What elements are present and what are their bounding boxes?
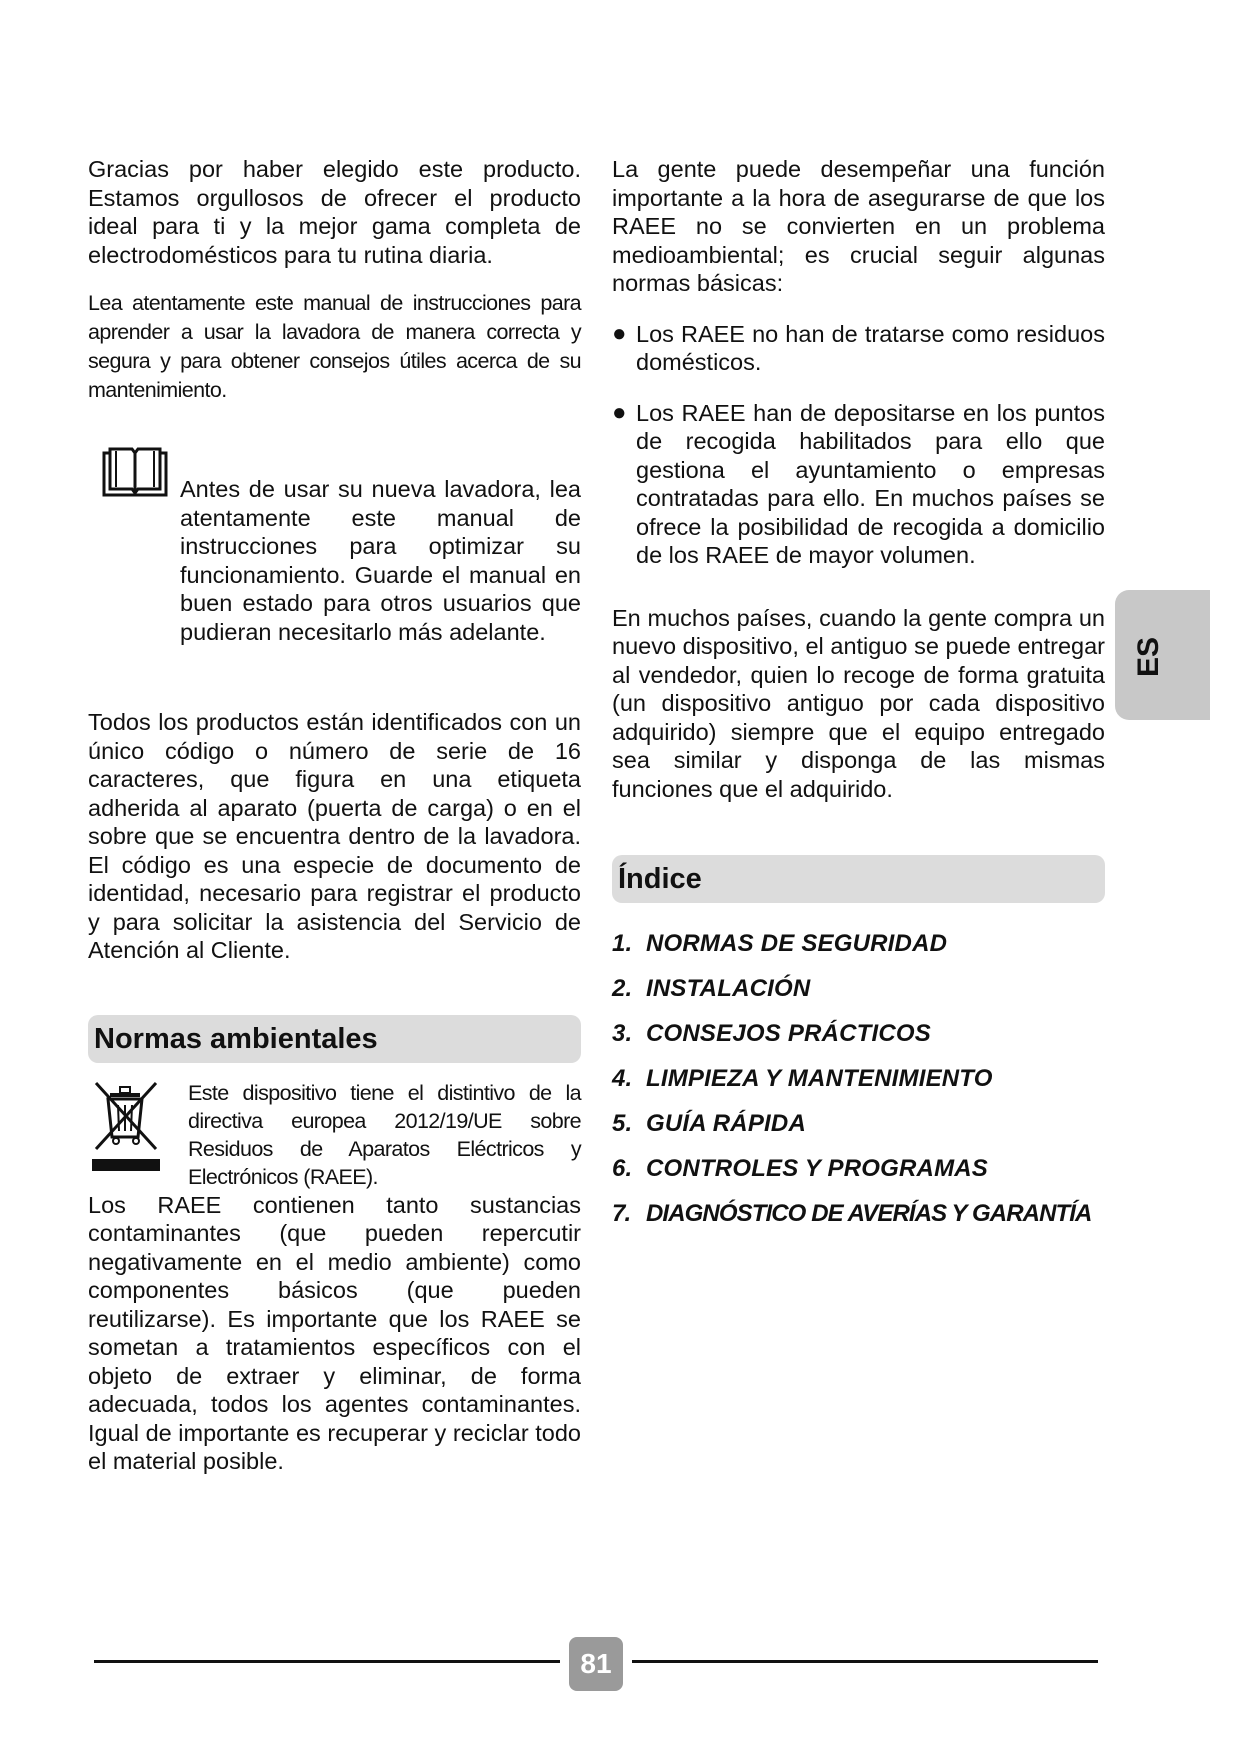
- return-policy-paragraph: En muchos países, cuando la gente compra un nuevo dispositivo, el antiguo se puede entregar al vendedor, quien lo recoge de forma gratuita (un dispositivo antiguo por cada dispositivo adquirido) siempre que el equipo entregado sea similar y disponga de las mismas funciones que el adquirido.: [612, 604, 1105, 802]
- raee-mark-text: Este dispositivo tiene el distintivo de la directiva europea 2012/19/UE sobre Residuos de Aparatos Eléctricos y Electrónicos (RAEE).: [188, 1080, 581, 1189]
- language-tab: [1115, 590, 1210, 720]
- serial-code-paragraph: Todos los productos están identificados con un único código o número de serie de 16 caracteres, que figura en una etiqueta adherida al aparato (puerta de carga) o en el sobre que se encuentra dentro de la lavadora. El código es una especie de documento de identidad, necesario para registrar el producto y para solicitar la asistencia del Servicio de Atención al Cliente.: [88, 709, 581, 963]
- index-item[interactable]: 6. CONTROLES Y PROGRAMAS: [612, 1155, 989, 1182]
- index-header: Índice: [612, 855, 1105, 903]
- people-role-paragraph: La gente puede desempeñar una función importante a la hora de asegurarse de que los RAEE no se convierten en un problema medioambiental; es crucial seguir algunas normas básicas:: [612, 156, 1105, 296]
- book-icon: [102, 447, 168, 497]
- left-column: [88, 155, 581, 1476]
- index-item[interactable]: 2. INSTALACIÓN: [612, 975, 811, 1002]
- index-item[interactable]: 7. DIAGNÓSTICO DE AVERÍAS Y GARANTÍA: [612, 1200, 1092, 1227]
- page-number: 81: [569, 1637, 623, 1691]
- read-manual-paragraph: Lea atentamente este manual de instrucciones para aprender a usar la lavadora de manera correcta y segura y para obtener consejos útiles acerca de su mantenimiento.: [88, 291, 581, 402]
- footer-divider-right: [632, 1660, 1098, 1663]
- bullet-dot-icon: ●: [612, 398, 627, 426]
- bullet-dot-icon: ●: [612, 319, 627, 347]
- norms-header: Normas ambientales: [88, 1015, 581, 1063]
- index-item[interactable]: 3. CONSEJOS PRÁCTICOS: [612, 1020, 931, 1047]
- raee-mark-row: [88, 1079, 581, 1191]
- bullet-text: Los RAEE no han de tratarse como residuos domésticos.: [636, 320, 1105, 375]
- index-item[interactable]: 4. LIMPIEZA Y MANTENIMIENTO: [612, 1065, 993, 1092]
- footer-divider-left: [94, 1660, 560, 1663]
- index-list: [612, 921, 1105, 1236]
- raee-content-paragraph: Los RAEE contienen tanto sustancias contaminantes (que pueden repercutir negativamente en el medio ambiente) como componentes básicos (que pueden reutilizarse). Es importante que los RAEE se sometan a tratamientos específicos con el objeto de extraer y eliminar, de forma adecuada, todos los agentes contaminantes. Igual de importante es recuperar y reciclar todo el material posible.: [88, 1191, 581, 1474]
- language-tab-label: ES: [1132, 636, 1165, 677]
- crossed-bin-icon: [88, 1079, 164, 1175]
- intro-paragraph: Gracias por haber elegido este producto. Estamos orgullosos de ofrecer el producto ideal para ti y la mejor gama completa de electrodomésticos para tu rutina diaria.: [88, 156, 581, 268]
- right-column: [612, 155, 1105, 1236]
- bullet-item: [612, 399, 1105, 570]
- index-item[interactable]: 5. GUÍA RÁPIDA: [612, 1110, 806, 1137]
- bullet-text: Los RAEE han de depositarse en los puntos de recogida habilitados para ello que gestiona el ayuntamiento o empresas contratadas para ello. En muchos países se ofrece la posibilidad de recogida a domicilio de los RAEE de mayor volumen.: [636, 399, 1105, 568]
- bullet-item: [612, 320, 1105, 377]
- before-use-paragraph: Antes de usar su nueva lavadora, lea atentamente este manual de instrucciones para optimizar su funcionamiento. Guarde el manual en buen estado para otros usuarios que pudieran necesitarlo más adelante.: [180, 476, 581, 645]
- index-item[interactable]: 1. NORMAS DE SEGURIDAD: [612, 930, 948, 957]
- manual-notice: [88, 475, 581, 646]
